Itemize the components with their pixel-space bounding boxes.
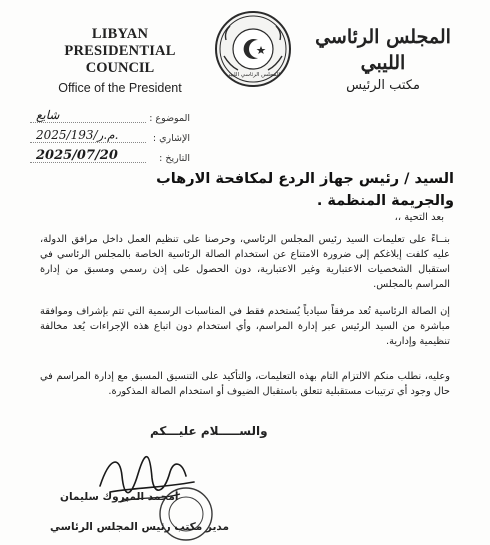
signatory-name: أمحمد المبروك سليمان xyxy=(60,491,179,503)
seal-text: المجلس الرئاسي الليبي xyxy=(226,72,280,78)
letterhead-en-line1: LIBYAN PRESIDENTIAL xyxy=(64,26,176,59)
addressee-line1: السيد / رئيس جهاز الردع لمكافحة الارهاب xyxy=(156,171,454,187)
letterhead-arabic xyxy=(298,24,468,93)
body-paragraph-2: إن الصالة الرئاسية تُعد مرفقاً سيادياً يُستخدم فقط في المناسبات الرسمية التي تتم بإشراف وموافقة مباشرة من السيد الرئيس عبر إدارة المراسم، وأي استخدام دون اتباع هذه الإجراءات يُعد مخالفة تنظيمية وإدارية. xyxy=(40,306,450,347)
letterhead-english xyxy=(40,26,200,95)
letterhead-en-line2: COUNCIL xyxy=(85,60,155,76)
closing-salutation: والســـــلام عليـــكم xyxy=(150,424,268,438)
body-paragraph-3: وعليه، نطلب منكم الالتزام التام بهذه التعليمات، والتأكيد على التنسيق المسبق مع إدارة المراسم في حال وجود أي ترتيبات مستقبلية تتعلق باستقبال الضيوف أو استخدام الصالة المذكورة. xyxy=(40,371,450,397)
date-row xyxy=(30,150,190,170)
greeting: بعد التحية ،، xyxy=(394,212,444,223)
subject-row xyxy=(30,110,190,130)
ref-row xyxy=(30,130,190,150)
presidential-seal-icon xyxy=(214,10,292,88)
letterhead-ar-line1: المجلس الرئاسي الليبي xyxy=(315,26,451,74)
letterhead-ar-line2: مكتب الرئيس xyxy=(346,78,420,93)
ref-value: 2025/193/م.ر. xyxy=(36,128,119,142)
ref-label: الإشاري : xyxy=(152,133,190,144)
signatory-title: مدير مكتب رئيس المجلس الرئاسي xyxy=(50,521,229,533)
subject-label: الموضوع : xyxy=(149,113,190,124)
subject-value: شايع xyxy=(36,108,60,122)
addressee xyxy=(54,168,454,212)
body-paragraph-1: بنــاءً على تعليمات السيد رئيس المجلس الرئاسي، وحرصنا على تنظيم العمل داخل مرافق الدولة، عليه كلفت إبلاغكم إلى ضرورة الامتناع عن استخدام الصالة الرئاسية الخاصة بالمجلس الرئاسي في استقبال الشخصيات الاعتبارية وغير الاعتبارية، دون الحصول على إذن رسمي ومسبق من إدارة المراسم بالمجلس. xyxy=(40,234,450,290)
addressee-line2: والجريمة المنظمة . xyxy=(316,193,454,209)
date-value: 2025/07/20 xyxy=(36,148,118,163)
date-label: التاريخ : xyxy=(159,153,190,164)
letter-meta xyxy=(30,110,190,170)
letterhead-en-line3: Office of the President xyxy=(58,81,182,95)
